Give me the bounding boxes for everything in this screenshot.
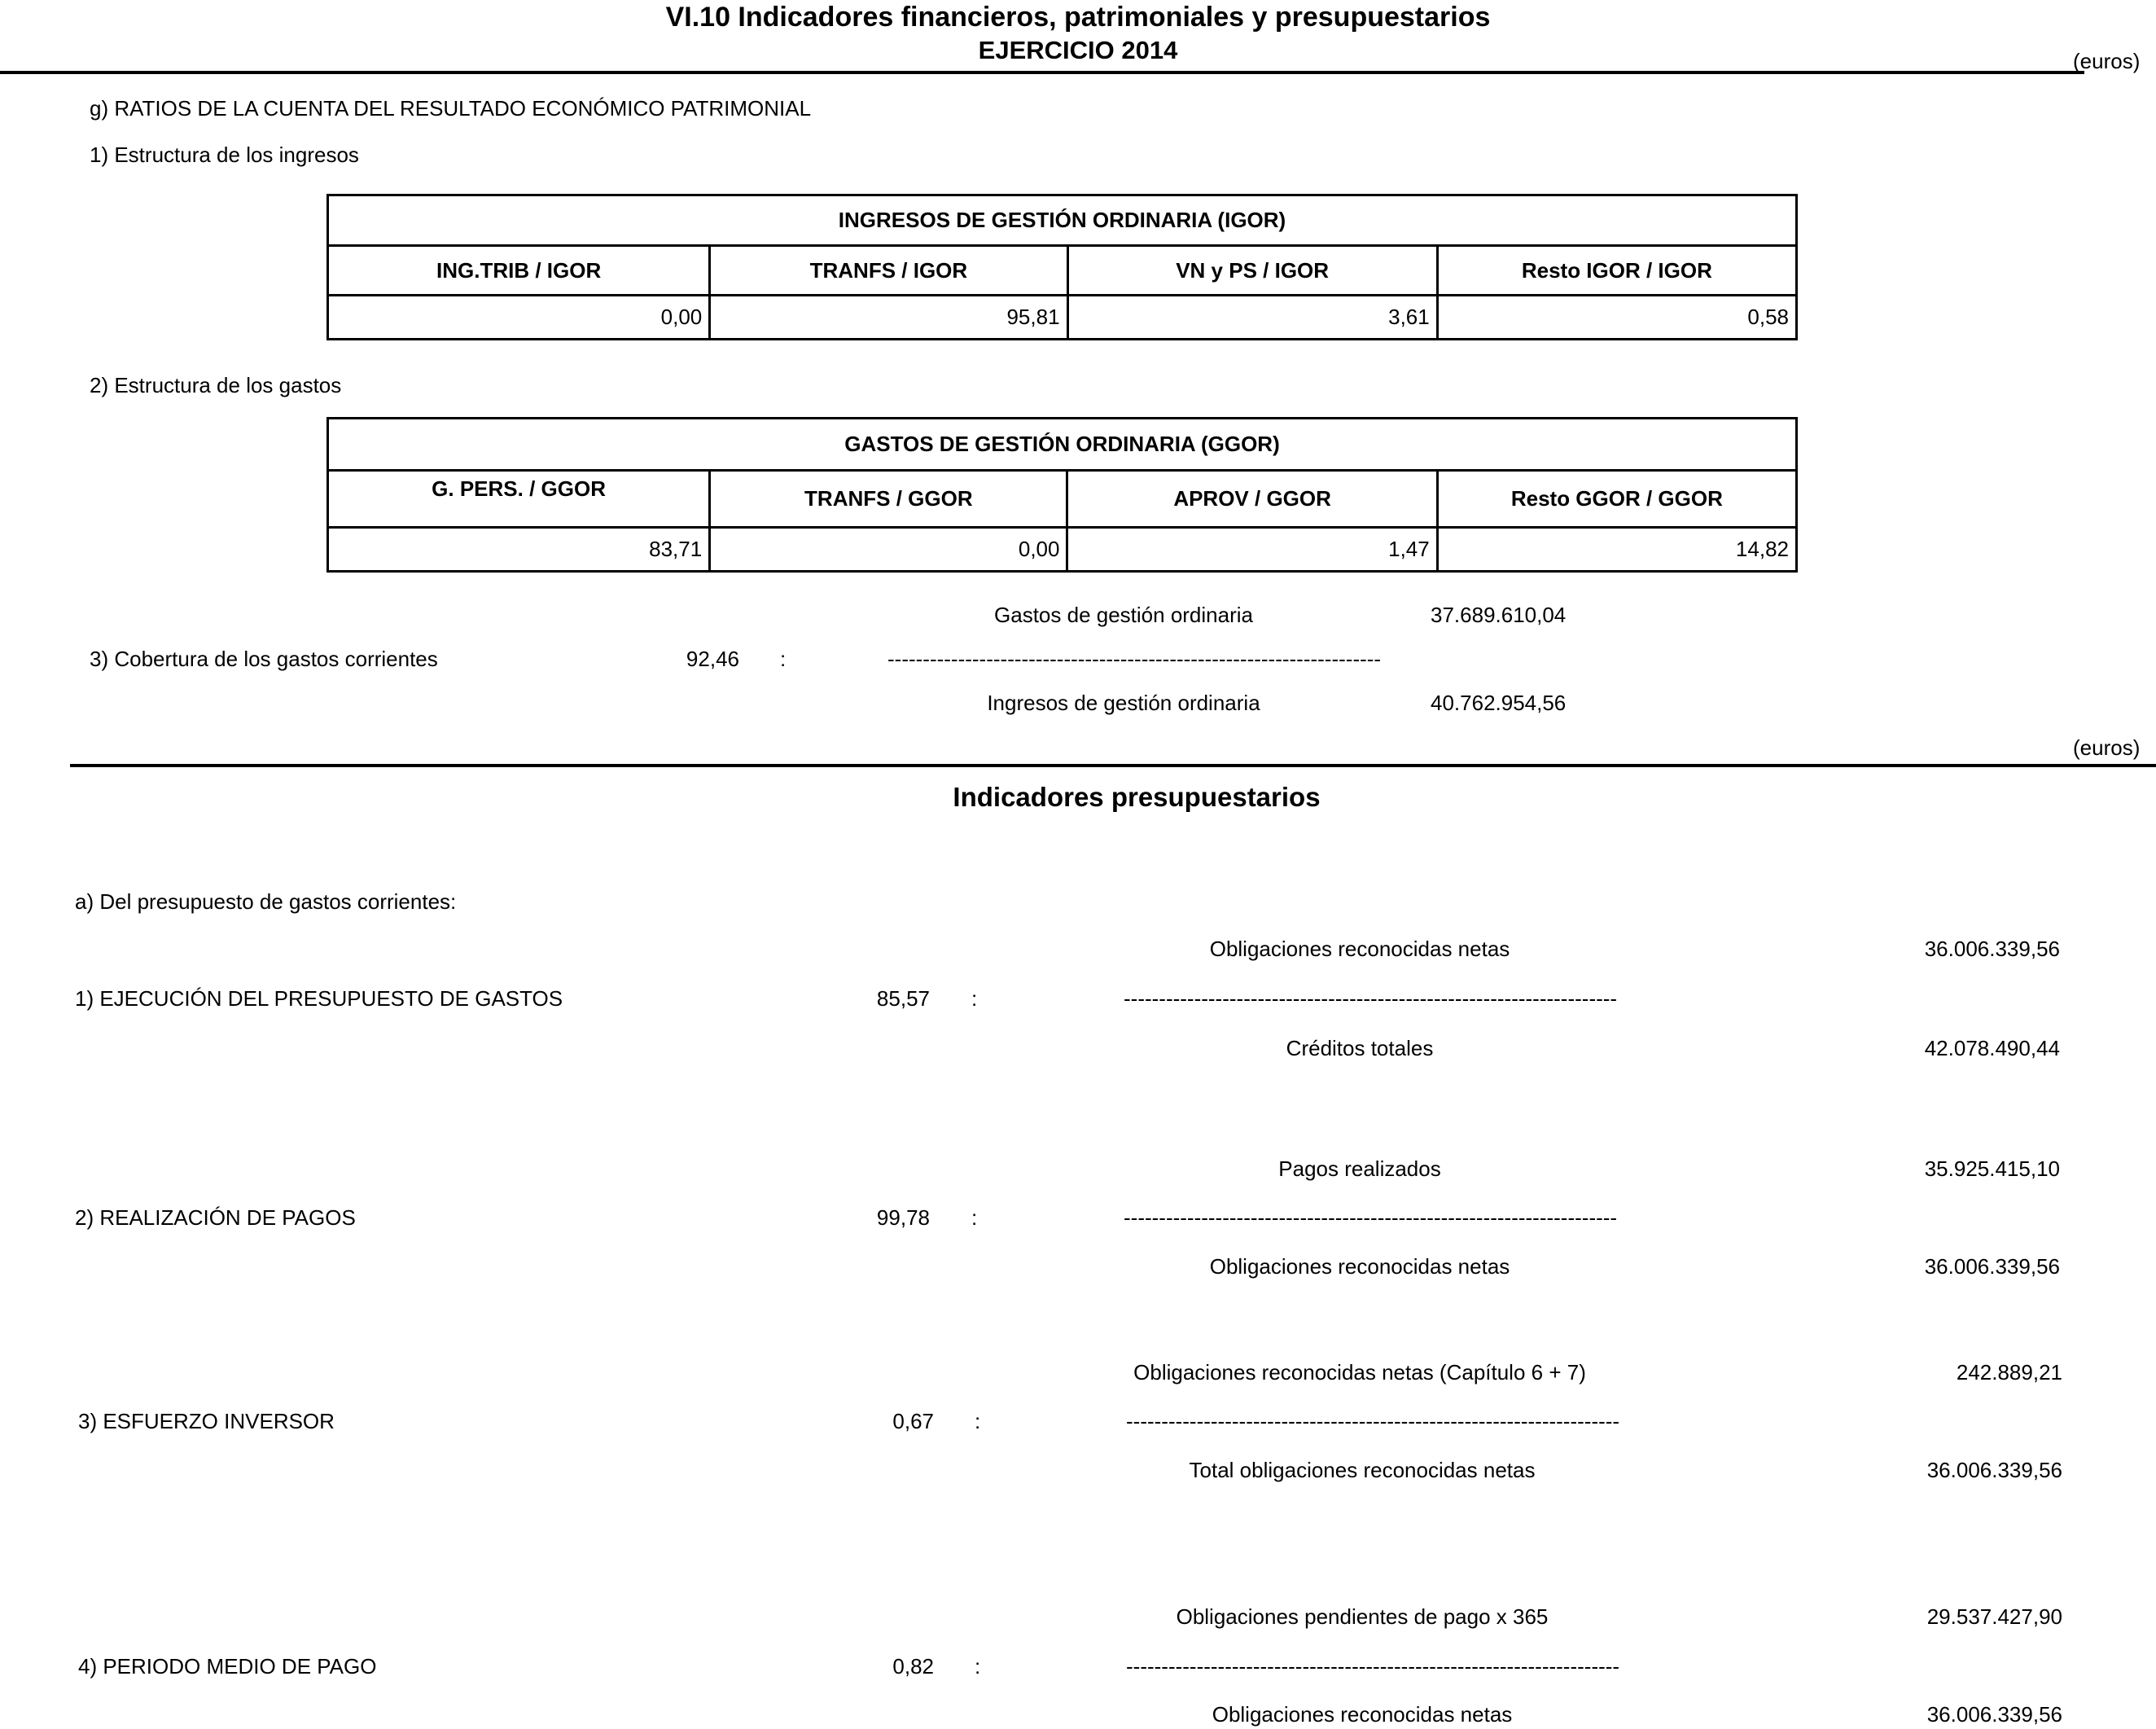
table-cell: 1,47 <box>1067 528 1437 572</box>
gastos-table <box>326 417 1798 573</box>
indicator-denominator-value: 42.078.490,44 <box>1924 1036 2060 1060</box>
unit-label-mid: (euros) <box>2073 735 2141 760</box>
indicator-denominator-label: Obligaciones reconocidas netas <box>1212 1702 1513 1727</box>
indicator-label: 1) EJECUCIÓN DEL PRESUPUESTO DE GASTOS <box>75 986 563 1011</box>
indicator-colon: : <box>971 1205 978 1230</box>
column-header: Resto GGOR / GGOR <box>1437 471 1796 528</box>
indicator-label: 4) PERIODO MEDIO DE PAGO <box>78 1654 377 1679</box>
table-cell: 95,81 <box>710 296 1067 340</box>
cobertura-label: 3) Cobertura de los gastos corrientes <box>90 647 438 671</box>
indicator-label: 2) REALIZACIÓN DE PAGOS <box>75 1205 356 1230</box>
indicator-numerator-label: Obligaciones reconocidas netas <box>1209 937 1510 961</box>
indicator-denominator-label: Total obligaciones reconocidas netas <box>1189 1458 1536 1482</box>
indicator-denominator-value: 36.006.339,56 <box>1926 1702 2062 1727</box>
indicator-numerator-value: 29.537.427,90 <box>1926 1604 2062 1629</box>
indicator-numerator-value: 36.006.339,56 <box>1924 937 2060 961</box>
cobertura-numerator-value: 37.689.610,04 <box>1431 603 1567 627</box>
cobertura-denominator-label: Ingresos de gestión ordinaria <box>987 691 1260 715</box>
indicator-denominator-value: 36.006.339,56 <box>1926 1458 2062 1482</box>
cobertura-numerator-label: Gastos de gestión ordinaria <box>994 603 1253 627</box>
table-cell: 0,00 <box>710 528 1067 572</box>
table-cell: 3,61 <box>1067 296 1437 340</box>
indicator-numerator-value: 35.925.415,10 <box>1924 1156 2060 1181</box>
indicator-value: 99,78 <box>876 1205 930 1230</box>
presupuestarios-subheading: a) Del presupuesto de gastos corrientes: <box>75 889 457 914</box>
indicator-value: 85,57 <box>876 986 930 1011</box>
indicator-numerator-value: 242.889,21 <box>1956 1360 2062 1385</box>
indicator-value: 0,82 <box>892 1654 934 1679</box>
indicator-label: 3) ESFUERZO INVERSOR <box>78 1409 335 1433</box>
gastos-table-title: GASTOS DE GESTIÓN ORDINARIA (GGOR) <box>328 419 1797 471</box>
presupuestarios-title: Indicadores presupuestarios <box>953 782 1321 812</box>
page-title: VI.10 Indicadores financieros, patrimoniales y presupuestarios <box>665 2 1491 33</box>
indicator-numerator-label: Pagos realizados <box>1278 1156 1441 1181</box>
cobertura-colon: : <box>780 647 787 671</box>
section-g-heading: g) RATIOS DE LA CUENTA DEL RESULTADO ECONÓMICO PATRIMONIAL <box>90 96 812 121</box>
indicator-divider: ---------------------------------------------------------------------- <box>1126 1409 1620 1433</box>
indicator-divider: ---------------------------------------------------------------------- <box>1124 986 1618 1011</box>
table-cell: 14,82 <box>1437 528 1796 572</box>
table-cell: 0,58 <box>1437 296 1796 340</box>
ingresos-label: 1) Estructura de los ingresos <box>90 143 359 167</box>
unit-label-top: (euros) <box>2073 49 2141 73</box>
cobertura-value: 92,46 <box>686 647 739 671</box>
column-header: G. PERS. / GGOR <box>328 471 710 528</box>
indicator-denominator-label: Obligaciones reconocidas netas <box>1209 1254 1510 1279</box>
ingresos-table-title: INGRESOS DE GESTIÓN ORDINARIA (IGOR) <box>328 195 1797 246</box>
gastos-label: 2) Estructura de los gastos <box>90 373 342 397</box>
column-header: APROV / GGOR <box>1067 471 1437 528</box>
column-header: TRANFS / IGOR <box>710 246 1067 296</box>
indicator-colon: : <box>971 986 978 1011</box>
section-rule <box>70 764 2156 767</box>
indicator-divider: ---------------------------------------------------------------------- <box>1126 1654 1620 1679</box>
table-cell: 0,00 <box>328 296 710 340</box>
column-header: Resto IGOR / IGOR <box>1437 246 1796 296</box>
indicator-numerator-label: Obligaciones reconocidas netas (Capítulo 6 + 7) <box>1133 1360 1586 1385</box>
indicator-denominator-value: 36.006.339,56 <box>1924 1254 2060 1279</box>
cobertura-divider: ---------------------------------------------------------------------- <box>887 647 1382 671</box>
column-header: VN y PS / IGOR <box>1067 246 1437 296</box>
indicator-divider: ---------------------------------------------------------------------- <box>1124 1205 1618 1230</box>
column-header: ING.TRIB / IGOR <box>328 246 710 296</box>
indicator-numerator-label: Obligaciones pendientes de pago x 365 <box>1176 1604 1549 1629</box>
indicator-denominator-label: Créditos totales <box>1286 1036 1434 1060</box>
page-subtitle: EJERCICIO 2014 <box>978 36 1178 64</box>
cobertura-denominator-value: 40.762.954,56 <box>1431 691 1567 715</box>
ingresos-table <box>326 194 1798 340</box>
indicator-value: 0,67 <box>892 1409 934 1433</box>
header-rule <box>0 71 2084 74</box>
indicator-colon: : <box>975 1409 981 1433</box>
column-header: TRANFS / GGOR <box>710 471 1067 528</box>
indicator-colon: : <box>975 1654 981 1679</box>
table-cell: 83,71 <box>328 528 710 572</box>
